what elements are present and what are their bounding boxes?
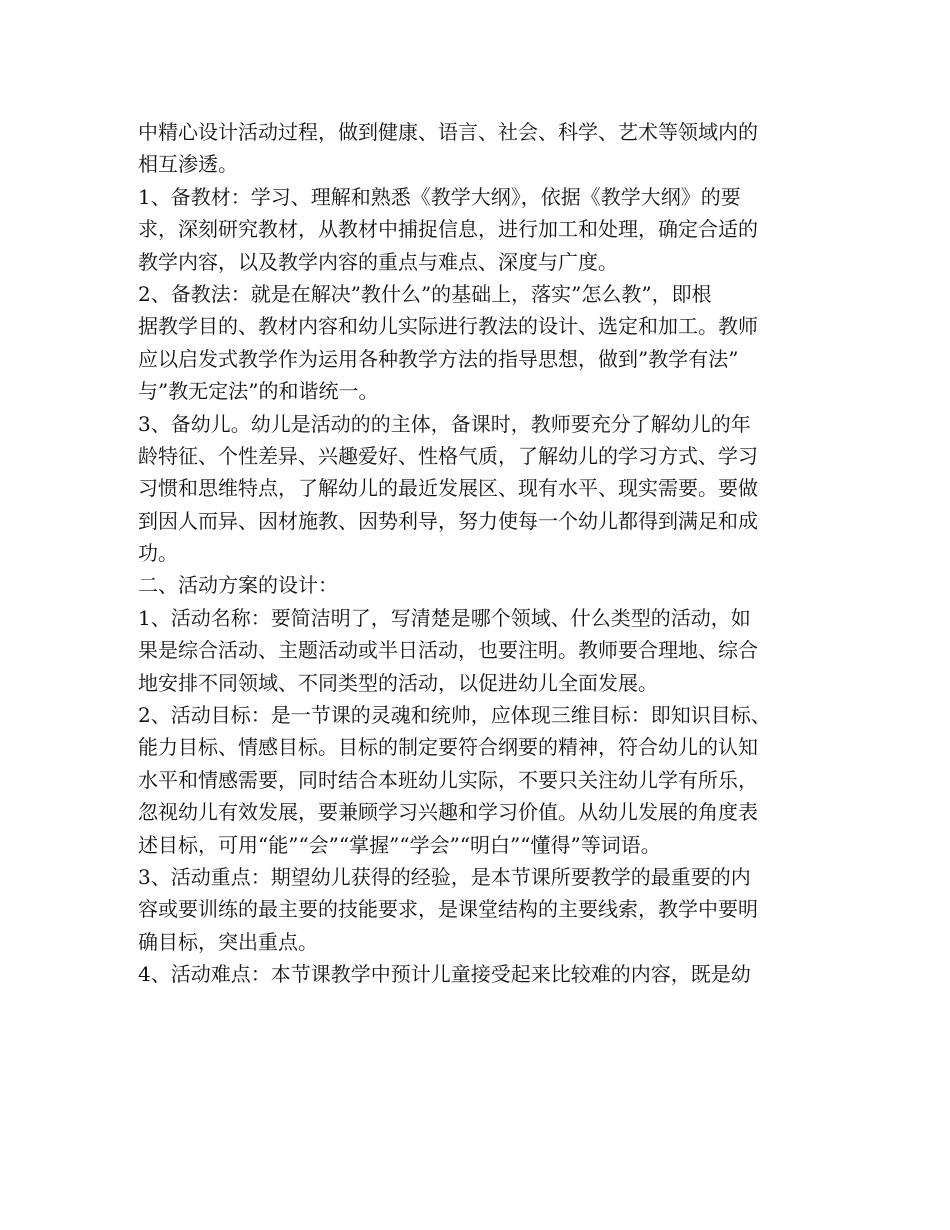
text-line: 中精心设计活动过程，做到健康、语言、社会、科学、艺术等领域内的: [138, 120, 758, 144]
text-line: 忽视幼儿有效发展，要兼顾学习兴趣和学习价值。从幼儿发展的角度表: [138, 800, 758, 825]
text-line: 能力目标、情感目标。目标的制定要符合纲要的精神，符合幼儿的认知: [138, 735, 758, 760]
text-line: 求，深刻研究教材，从教材中捕捉信息，进行加工和处理，确定合适的: [138, 217, 758, 242]
text-line: 到因人而异、因材施教、因势利导，努力使每一个幼儿都得到满足和成: [138, 508, 758, 533]
text-line: 1、备教材：学习、理解和熟悉《教学大纲》，依据《教学大纲》的要: [138, 184, 741, 209]
text-line: 确目标，突出重点。: [138, 929, 318, 954]
text-line: 相互渗透。: [138, 152, 238, 177]
text-line: 习惯和思维特点，了解幼儿的最近发展区、现有水平、现实需要。要做: [138, 476, 758, 501]
document-body: [138, 116, 828, 991]
text-line: 教学内容，以及教学内容的重点与难点、深度与广度。: [138, 249, 618, 274]
text-line: 地安排不同领域、不同类型的活动，以促进幼儿全面发展。: [138, 670, 658, 695]
text-line: 容或要训练的最主要的技能要求，是课堂结构的主要线索，教学中要明: [138, 897, 758, 922]
text-line: 1、活动名称：要简洁明了，写清楚是哪个领域、什么类型的活动，如: [138, 605, 751, 630]
text-line: 与”教无定法”的和谐统一。: [138, 379, 379, 404]
text-line: 述目标，可用“能”“会”“掌握”“学会”“明白”“懂得”等词语。: [138, 832, 661, 857]
text-line: 2、备教法：就是在解决”教什么”的基础上，落实”怎么教”，即根: [138, 281, 712, 306]
text-line: 水平和情感需要，同时结合本班幼儿实际，不要只关注幼儿学有所乐，: [138, 767, 758, 792]
text-line: 3、备幼儿。幼儿是活动的的主体，备课时，教师要充分了解幼儿的年: [138, 411, 751, 436]
text-line: 3、活动重点：期望幼儿获得的经验，是本节课所要教学的最重要的内: [138, 864, 751, 889]
section-heading: 二、活动方案的设计：: [138, 573, 338, 598]
text-line: 应以启发式教学作为运用各种教学方法的指导思想，做到”教学有法”: [138, 346, 739, 371]
text-line: 据教学目的、教材内容和幼儿实际进行教法的设计、选定和加工。教师: [138, 314, 758, 339]
text-line: 功。: [138, 541, 178, 566]
text-line: 2、活动目标：是一节课的灵魂和统帅，应体现三维目标：即知识目标、: [138, 703, 771, 728]
text-line: 4、活动难点：本节课教学中预计儿童接受起来比较难的内容，既是幼: [138, 962, 751, 987]
text-line: 龄特征、个性差异、兴趣爱好、性格气质，了解幼儿的学习方式、学习: [138, 443, 758, 468]
text-line: 果是综合活动、主题活动或半日活动，也要注明。教师要合理地、综合: [138, 638, 758, 663]
